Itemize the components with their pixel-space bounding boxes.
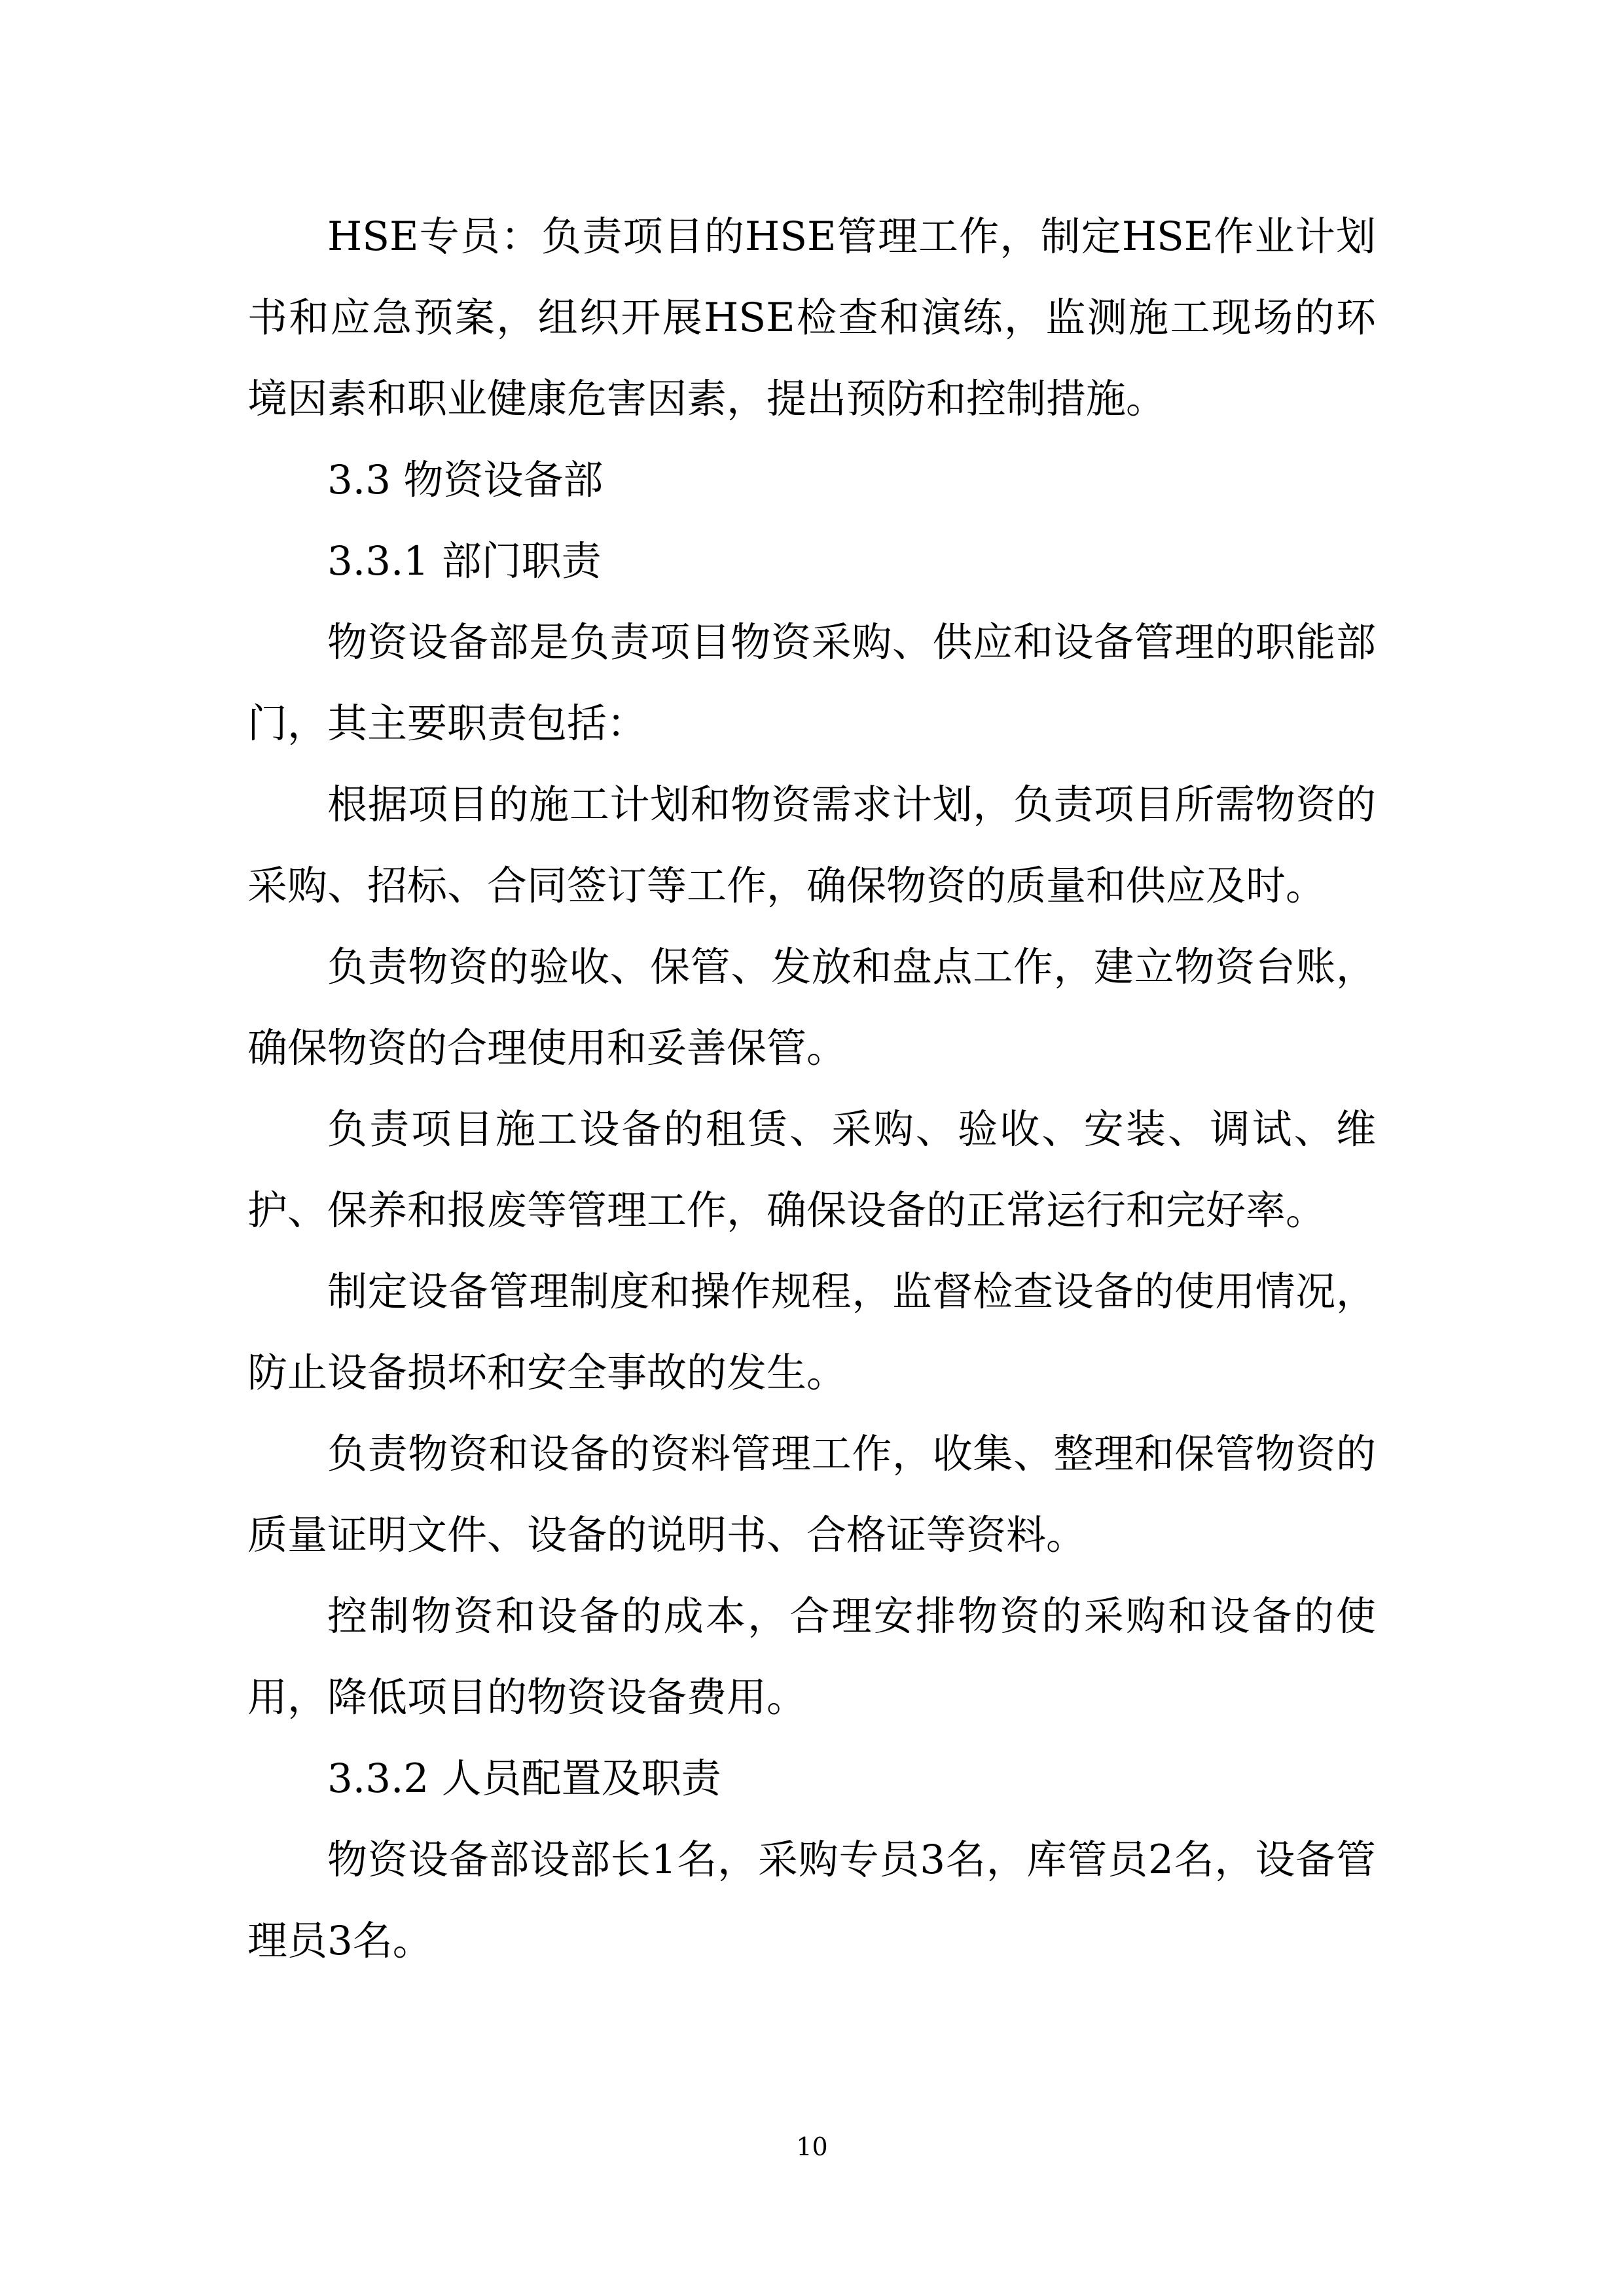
page-number: 10 [796, 2132, 828, 2161]
section-heading-3-3-1: 3.3.1 部门职责 [327, 538, 602, 584]
section-heading-3-3-2: 3.3.2 人员配置及职责 [327, 1755, 721, 1802]
paragraph-procurement: 根据项目的施工计划和物资需求计划，负责项目所需物资的采购、招标、合同签订等工作，确保物资的质量和供应及时。 [247, 781, 1376, 909]
paragraph-materials-storage: 负责物资的验收、保管、发放和盘点工作，建立物资台账，确保物资的合理使用和妥善保管。 [247, 944, 1376, 1071]
paragraph-department-intro: 物资设备部是负责项目物资采购、供应和设备管理的职能部门，其主要职责包括： [247, 619, 1376, 747]
paragraph-staffing: 物资设备部设部长1名，采购专员3名，库管员2名，设备管理员3名。 [247, 1837, 1376, 1964]
section-heading-3-3: 3.3 物资设备部 [327, 457, 604, 503]
paragraph-documentation: 负责物资和设备的资料管理工作，收集、整理和保管物资的质量证明文件、设备的说明书、合格证等资料。 [247, 1431, 1376, 1558]
paragraph-equipment-rules: 制定设备管理制度和操作规程，监督检查设备的使用情况，防止设备损坏和安全事故的发生。 [247, 1268, 1376, 1396]
paragraph-cost-control: 控制物资和设备的成本，合理安排物资的采购和设备的使用，降低项目的物资设备费用。 [247, 1593, 1376, 1721]
paragraph-equipment-management: 负责项目施工设备的租赁、采购、验收、安装、调试、维护、保养和报废等管理工作，确保设备的正常运行和完好率。 [247, 1106, 1376, 1234]
paragraph-hse-specialist: HSE专员：负责项目的HSE管理工作，制定HSE作业计划书和应急预案，组织开展HSE检查和演练，监测施工现场的环境因素和职业健康危害因素，提出预防和控制措施。 [247, 213, 1376, 422]
document-body [247, 196, 1376, 1982]
